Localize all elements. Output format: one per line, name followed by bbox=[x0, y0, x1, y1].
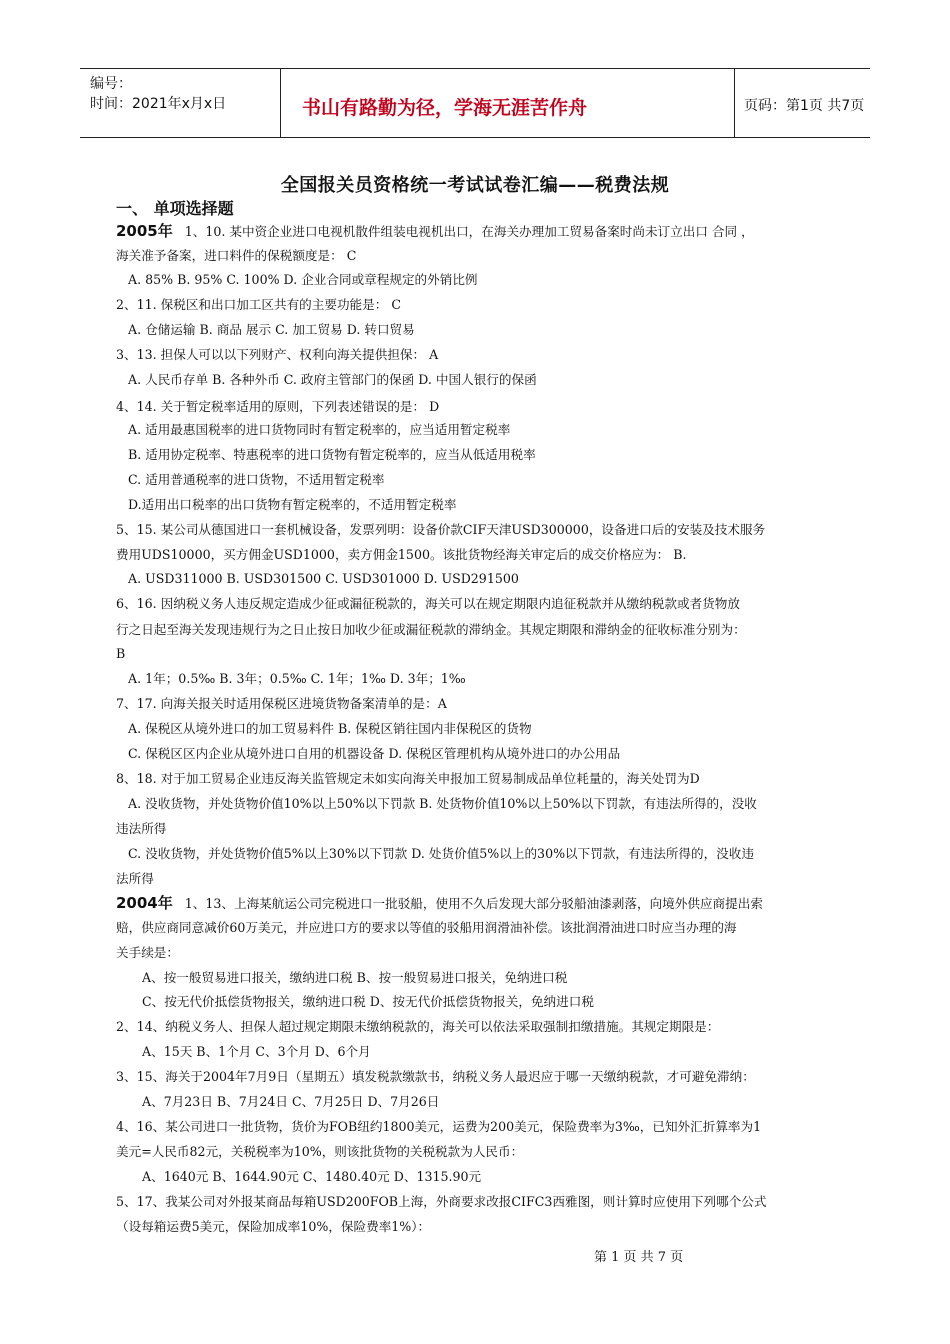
option-line: A. 1年；0.5‰ B. 3年；0.5‰ C. 1年；1‰ D. 3年；1‰ bbox=[128, 671, 466, 686]
option-line: A、1640元 B、1644.90元 C、1480.40元 D、1315.90元 bbox=[142, 1169, 482, 1184]
question-line: 2、14、纳税义务人、担保人超过规定期限未缴纳税款的，海关可以依法采取强制扣缴措施。其规定期限是： bbox=[116, 1019, 720, 1034]
question-line: 行之日起至海关发现违规行为之日止按日加收少征或漏征税款的滞纳金。其规定期限和滞纳金的征收标准分别为： bbox=[116, 622, 746, 637]
option-line: A. 没收货物，并处货物价值10%以上50%以下罚款 B. 处货物价值10%以上50%以下罚款，有违法所得的，没收 bbox=[128, 796, 757, 811]
option-line: A. 仓储运输 B. 商品 展示 C. 加工贸易 D. 转口贸易 bbox=[128, 322, 415, 337]
document-time-label: 时间：2021年x月x日 bbox=[90, 96, 227, 112]
header-table bbox=[80, 68, 870, 138]
question-line: 3、15、海关于2004年7月9日（星期五）填发税款缴款书，纳税义务人最迟应于哪一天缴纳税款，才可避免滞纳： bbox=[116, 1069, 755, 1084]
question-line: 6、16. 因纳税义务人违反规定造成少征或漏征税款的，海关可以在规定期限内追征税款并从缴纳税款或者货物放 bbox=[116, 596, 740, 611]
option-line: 法所得 bbox=[116, 871, 154, 886]
question-line: 5、15. 某公司从德国进口一套机械设备，发票列明：设备价款CIF天津USD300000，设备进口后的安装及技术服务 bbox=[116, 522, 766, 537]
question-line: 美元=人民币82元，关税税率为10%，则该批货物的关税税款为人民币： bbox=[116, 1144, 524, 1159]
question-line: 关手续是： bbox=[116, 945, 179, 960]
question-line: 赔，供应商同意减价60万美元，并应进口方的要求以等值的驳船用润滑油补偿。该批润滑油进口时应当办理的海 bbox=[116, 920, 737, 935]
year-label: 2004年 bbox=[116, 894, 173, 912]
question-line: 8、18. 对于加工贸易企业违反海关监管规定未如实向海关申报加工贸易制成品单位耗量的，海关处罚为D bbox=[116, 771, 700, 786]
question-line: B bbox=[116, 646, 126, 661]
document-number-label: 编号： bbox=[90, 76, 132, 92]
question-line: 3、13. 担保人可以以下列财产、权利向海关提供担保： A bbox=[116, 347, 439, 362]
option-line: C. 适用普通税率的进口货物，不适用暂定税率 bbox=[128, 472, 385, 487]
option-line: A、15天 B、1个月 C、3个月 D、6个月 bbox=[142, 1044, 371, 1059]
question-line: 4、14. 关于暂定税率适用的原则，下列表述错误的是： D bbox=[116, 399, 440, 414]
option-line: D.适用出口税率的出口货物有暂定税率的，不适用暂定税率 bbox=[128, 497, 457, 512]
question-line bbox=[116, 894, 763, 913]
year-label: 2005年 bbox=[116, 222, 173, 240]
option-line: A. USD311000 B. USD301500 C. USD301000 D. USD291500 bbox=[128, 571, 519, 586]
option-line: A. 适用最惠国税率的进口货物同时有暂定税率的，应当适用暂定税率 bbox=[128, 422, 511, 437]
option-line: B. 适用协定税率、特惠税率的进口货物有暂定税率的，应当从低适用税率 bbox=[128, 447, 536, 462]
question-line: 费用UDS10000，买方佣金USD1000，卖方佣金1500。该批货物经海关审定后的成交价格应为： B. bbox=[116, 547, 687, 562]
page-info: 页码：第1页 共7页 bbox=[744, 98, 865, 114]
option-line: C、按无代价抵偿货物报关，缴纳进口税 D、按无代价抵偿货物报关，免纳进口税 bbox=[142, 994, 594, 1009]
question-text: 1、10. 某中资企业进口电视机散件组装电视机出口，在海关办理加工贸易备案时尚未订立出口 合同 ， bbox=[184, 224, 754, 239]
question-line: 海关准予备案，进口料件的保税额度是： C bbox=[116, 248, 357, 263]
option-line: A、7月23日 B、7月24日 C、7月25日 D、7月26日 bbox=[142, 1094, 440, 1109]
option-line: A. 保税区从境外进口的加工贸易料件 B. 保税区销往国内非保税区的货物 bbox=[128, 721, 532, 736]
question-line: 5、17、我某公司对外报某商品每箱USD200FOB上海，外商要求改报CIFC3西雅图，则计算时应使用下列哪个公式 bbox=[116, 1194, 767, 1209]
question-line: 2、11. 保税区和出口加工区共有的主要功能是： C bbox=[116, 297, 401, 312]
question-line: 7、17. 向海关报关时适用保税区进境货物备案清单的是：A bbox=[116, 696, 447, 711]
option-line: C. 保税区区内企业从境外进口自用的机器设备 D. 保税区管理机构从境外进口的办公用品 bbox=[128, 746, 621, 761]
question-line: 4、16、某公司进口一批货物，货价为FOB纽约1800美元，运费为200美元，保险费率为3‰，已知外汇折算率为1 bbox=[116, 1119, 762, 1134]
option-line: A. 85% B. 95% C. 100% D. 企业合同或章程规定的外销比例 bbox=[128, 272, 478, 287]
header-motto-cell bbox=[280, 69, 735, 137]
option-line: A、按一般贸易进口报关，缴纳进口税 B、按一般贸易进口报关，免纳进口税 bbox=[142, 970, 568, 985]
question-line: （设每箱运费5美元，保险加成率10%，保险费率1%）： bbox=[116, 1219, 431, 1234]
motto-text: 书山有路勤为径，学海无涯苦作舟 bbox=[302, 97, 588, 119]
document-title: 全国报关员资格统一考试试卷汇编——税费法规 bbox=[280, 175, 670, 196]
header-meta-cell bbox=[80, 69, 281, 137]
header-page-cell bbox=[734, 69, 870, 137]
option-line: A. 人民币存单 B. 各种外币 C. 政府主管部门的保函 D. 中国人银行的保函 bbox=[128, 372, 537, 387]
question-line bbox=[116, 222, 754, 241]
page-footer: 第 1 页 共 7 页 bbox=[594, 1250, 684, 1265]
section-heading: 一、 单项选择题 bbox=[116, 199, 234, 218]
option-line: C. 没收货物，并处货物价值5%以上30%以下罚款 D. 处货价值5%以上的30%以下罚款，有违法所得的，没收违 bbox=[128, 846, 754, 861]
option-line: 违法所得 bbox=[116, 821, 167, 836]
question-text: 1、13、上海某航运公司完税进口一批驳船，使用不久后发现大部分驳船油漆剥落，向境外供应商提出索 bbox=[184, 896, 763, 911]
